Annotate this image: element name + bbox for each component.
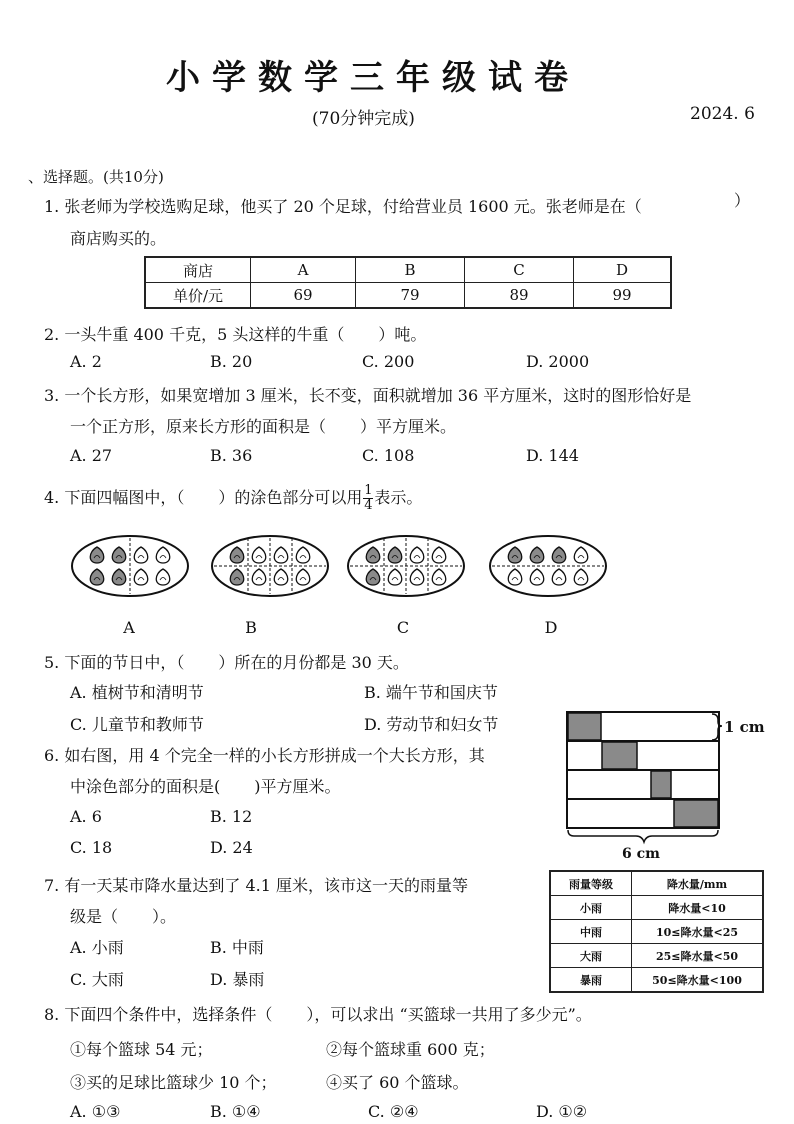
q3-option-c[interactable]: C. 108 [362,446,415,465]
q7-option-d[interactable]: D. 暴雨 [210,970,265,989]
q7-option-b[interactable]: B. 中雨 [210,938,264,957]
q5-stem-after: ）所在的月份都是 30 天。 [218,653,409,672]
table-cell: 79 [356,283,465,309]
q8-stem-before: 8. 下面四个条件中，选择条件（ [44,1005,273,1024]
q4-stem-middle: ）的涂色部分可以用 [218,488,363,507]
table-cell: B [356,257,465,283]
q6-line1: 6. 如右图，用 4 个完全一样的小长方形拼成一个大长方形，其 [44,746,485,765]
fraction-denominator: 4 [364,498,373,513]
q8-condition-3: ③买的足球比篮球少 10 个； [70,1073,277,1092]
q7-line2-after: ）。 [152,907,177,926]
q2-option-c[interactable]: C. 200 [362,352,415,371]
table-cell: D [574,257,672,283]
exam-date: 2024. 6 [690,104,755,124]
table-cell: 小雨 [550,896,632,920]
table-cell: 69 [251,283,356,309]
q7-option-c[interactable]: C. 大雨 [70,970,124,989]
q4-stem-before: 4. 下面四幅图中，（ [44,488,185,507]
q8-stem [44,1002,592,1025]
q3-line2-before: 一个正方形，原来长方形的面积是（ [70,417,327,436]
q4-label-b: B [245,618,257,637]
q4-figure-b[interactable] [212,536,328,596]
q6-width-label: 6 cm [622,846,660,862]
table-row [550,871,763,896]
q4-label-c: C [396,618,410,637]
q1-line1: 1. 张老师为学校选购足球，他买了 20 个足球，付给营业员 1600 元。张老师是在（ [44,197,642,216]
q2-stem-before: 2. 一头牛重 400 千克，5 头这样的牛重（ [44,325,345,344]
width-brace [568,830,718,842]
q1-price-table [144,256,672,309]
table-row [550,968,763,993]
q4-label-a: A [123,618,135,637]
section-heading: 、选择题。(共10分) [28,168,164,186]
table-cell: 商店 [145,257,251,283]
shaded-square-3 [651,771,671,798]
table-cell: 中雨 [550,920,632,944]
q8-condition-1: ①每个篮球 54 元； [70,1040,213,1059]
q5-option-a[interactable]: A. 植树节和清明节 [70,683,204,702]
q8-option-d[interactable]: D. ①② [536,1102,588,1121]
table-cell: 降水量/mm [632,871,764,896]
q6-line2-after: )平方厘米。 [254,777,341,796]
q3-option-a[interactable]: A. 27 [70,446,113,465]
table-cell: A [251,257,356,283]
q2-stem [44,322,426,345]
table-cell: 大雨 [550,944,632,968]
q6-option-d[interactable]: D. 24 [210,838,253,857]
q7-option-a[interactable]: A. 小雨 [70,938,124,957]
q5-stem-before: 5. 下面的节日中，（ [44,653,185,672]
table-cell: C [465,257,574,283]
q5-option-d[interactable]: D. 劳动节和妇女节 [364,715,499,734]
table-cell: 降水量<10 [632,896,764,920]
table-cell: 50≤降水量<100 [632,968,764,993]
table-cell: 10≤降水量<25 [632,920,764,944]
q5-option-c[interactable]: C. 儿童节和教师节 [70,715,204,734]
q4-figure-d[interactable] [490,536,606,596]
q8-condition-2: ②每个篮球重 600 克； [326,1040,495,1059]
q4-figure-a[interactable] [72,536,188,596]
q6-option-b[interactable]: B. 12 [210,807,253,826]
q3-line2 [70,414,456,437]
q6-option-a[interactable]: A. 6 [70,807,102,826]
table-cell: 25≤降水量<50 [632,944,764,968]
q8-option-a[interactable]: A. ①③ [70,1102,121,1121]
table-row [550,944,763,968]
height-brace [712,714,722,740]
table-row [550,896,763,920]
fraction-numerator: 1 [364,483,373,498]
shaded-square-4 [674,800,718,827]
table-cell: 暴雨 [550,968,632,993]
q3-option-b[interactable]: B. 36 [210,446,253,465]
q4-stem [44,484,422,513]
q3-option-d[interactable]: D. 144 [526,446,579,465]
q6-line2 [70,774,341,797]
q4-label-d: D [544,618,558,637]
table-row [550,920,763,944]
q5-stem [44,650,409,673]
shaded-square-2 [602,742,637,769]
q7-line2 [70,904,176,927]
q1-answer-paren-close[interactable]: ） [734,191,751,210]
q2-option-a[interactable]: A. 2 [70,352,102,371]
q5-option-b[interactable]: B. 端午节和国庆节 [364,683,498,702]
q6-option-c[interactable]: C. 18 [70,838,113,857]
q8-option-b[interactable]: B. ①④ [210,1102,261,1121]
fraction-one-quarter [363,484,373,513]
q2-option-d[interactable]: D. 2000 [526,352,590,371]
q4-figures [0,530,794,600]
q7-line2-before: 级是（ [70,907,119,926]
q7-rainfall-table [549,870,764,993]
q8-stem-after: ），可以求出 “买篮球一共用了多少元”。 [306,1005,592,1024]
table-row [145,283,671,309]
q4-figure-c[interactable] [348,536,464,596]
q7-line1: 7. 有一天某市降水量达到了 4.1 厘米，该市这一天的雨量等 [44,876,468,895]
q3-line2-after: ）平方厘米。 [360,417,457,436]
q6-line2-before: 中涂色部分的面积是( [70,777,221,796]
table-cell: 雨量等级 [550,871,632,896]
q1-line2: 商店购买的。 [70,229,167,248]
table-cell: 单价/元 [145,283,251,309]
shaded-square-1 [568,713,601,740]
q2-stem-after: ）吨。 [378,325,427,344]
q8-condition-4: ④买了 60 个篮球。 [326,1073,469,1092]
q4-stem-after: 表示。 [374,488,423,507]
q6-height-label: 1 cm [724,718,765,736]
q2-option-b[interactable]: B. 20 [210,352,253,371]
table-cell: 99 [574,283,672,309]
exam-duration: (70分钟完成) [312,109,415,129]
q3-line1: 3. 一个长方形，如果宽增加 3 厘米，长不变，面积就增加 36 平方厘米，这时的图形恰好是 [44,386,692,405]
table-cell: 89 [465,283,574,309]
page-title: 小学数学三年级试卷 [166,58,580,98]
q8-option-c[interactable]: C. ②④ [368,1102,419,1121]
table-row [145,257,671,283]
